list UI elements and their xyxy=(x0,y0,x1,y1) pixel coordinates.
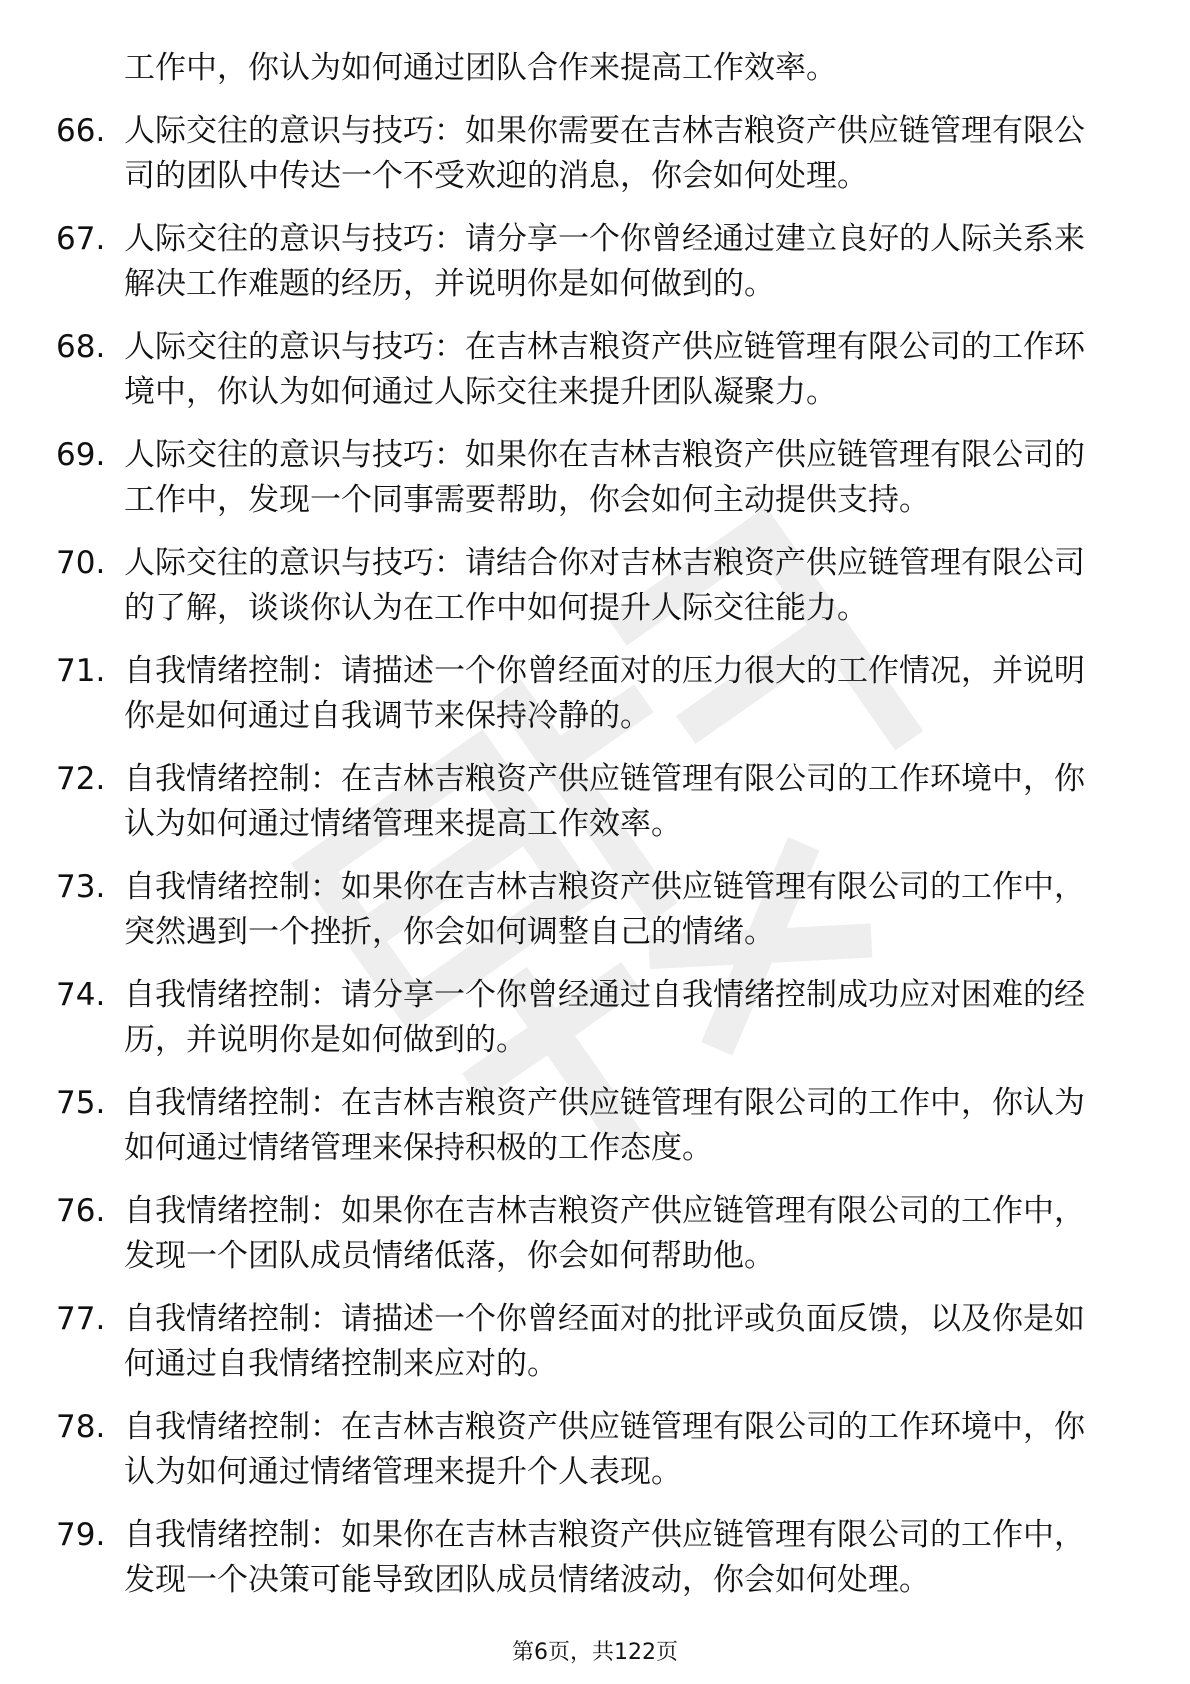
page-footer: 第6页，共122页 xyxy=(512,1640,678,1665)
question-item xyxy=(0,1405,1190,1495)
question-text: 人际交往的意识与技巧：如果你需要在吉林吉粮资产供应链管理有限公司的团队中传达一个不受欢迎的消息，你会如何处理。 xyxy=(124,113,1085,194)
question-text: 自我情绪控制：在吉林吉粮资产供应链管理有限公司的工作环境中，你认为如何通过情绪管理来提高工作效率。 xyxy=(124,761,1085,842)
question-text: 自我情绪控制：请描述一个你曾经面对的压力很大的工作情况，并说明你是如何通过自我调节来保持冷静的。 xyxy=(124,653,1085,734)
question-item xyxy=(0,433,1190,523)
question-number: 68. xyxy=(56,329,106,365)
question-list xyxy=(0,46,1190,1621)
question-item xyxy=(0,1189,1190,1279)
question-item xyxy=(0,757,1190,847)
question-item xyxy=(0,1081,1190,1171)
question-item xyxy=(0,1513,1190,1603)
question-number: 69. xyxy=(56,437,106,473)
question-text: 自我情绪控制：在吉林吉粮资产供应链管理有限公司的工作中，你认为如何通过情绪管理来保持积极的工作态度。 xyxy=(124,1085,1085,1166)
question-item xyxy=(0,865,1190,955)
question-text: 自我情绪控制：在吉林吉粮资产供应链管理有限公司的工作环境中，你认为如何通过情绪管理来提升个人表现。 xyxy=(124,1409,1085,1490)
question-text: 自我情绪控制：请描述一个你曾经面对的批评或负面反馈，以及你是如何通过自我情绪控制来应对的。 xyxy=(124,1301,1085,1382)
question-number: 66. xyxy=(56,113,106,149)
question-number: 71. xyxy=(56,653,106,689)
question-item xyxy=(0,325,1190,415)
continuation-text: 工作中，你认为如何通过团队合作来提高工作效率。 xyxy=(124,50,837,86)
question-text: 自我情绪控制：如果你在吉林吉粮资产供应链管理有限公司的工作中，突然遇到一个挫折，你会如何调整自己的情绪。 xyxy=(124,869,1085,950)
question-number: 77. xyxy=(56,1301,106,1337)
question-item xyxy=(0,109,1190,199)
question-item xyxy=(0,1297,1190,1387)
question-item xyxy=(0,217,1190,307)
question-text: 人际交往的意识与技巧：请结合你对吉林吉粮资产供应链管理有限公司的了解，谈谈你认为在工作中如何提升人际交往能力。 xyxy=(124,545,1085,626)
question-item xyxy=(0,973,1190,1063)
question-number: 67. xyxy=(56,221,106,257)
question-text: 人际交往的意识与技巧：在吉林吉粮资产供应链管理有限公司的工作环境中，你认为如何通过人际交往来提升团队凝聚力。 xyxy=(124,329,1085,410)
question-number: 74. xyxy=(56,977,106,1013)
question-item xyxy=(0,541,1190,631)
question-text: 人际交往的意识与技巧：请分享一个你曾经通过建立良好的人际关系来解决工作难题的经历，并说明你是如何做到的。 xyxy=(124,221,1085,302)
question-number: 79. xyxy=(56,1517,106,1553)
question-number: 70. xyxy=(56,545,106,581)
question-number: 72. xyxy=(56,761,106,797)
question-text: 自我情绪控制：请分享一个你曾经通过自我情绪控制成功应对困难的经历，并说明你是如何做到的。 xyxy=(124,977,1085,1058)
question-number: 73. xyxy=(56,869,106,905)
question-item xyxy=(0,649,1190,739)
question-number: 78. xyxy=(56,1409,106,1445)
question-text: 人际交往的意识与技巧：如果你在吉林吉粮资产供应链管理有限公司的工作中，发现一个同事需要帮助，你会如何主动提供支持。 xyxy=(124,437,1085,518)
continuation-item xyxy=(0,46,1190,91)
question-number: 76. xyxy=(56,1193,106,1229)
question-text: 自我情绪控制：如果你在吉林吉粮资产供应链管理有限公司的工作中，发现一个团队成员情绪低落，你会如何帮助他。 xyxy=(124,1193,1085,1274)
question-text: 自我情绪控制：如果你在吉林吉粮资产供应链管理有限公司的工作中，发现一个决策可能导致团队成员情绪波动，你会如何处理。 xyxy=(124,1517,1085,1598)
question-number: 75. xyxy=(56,1085,106,1121)
